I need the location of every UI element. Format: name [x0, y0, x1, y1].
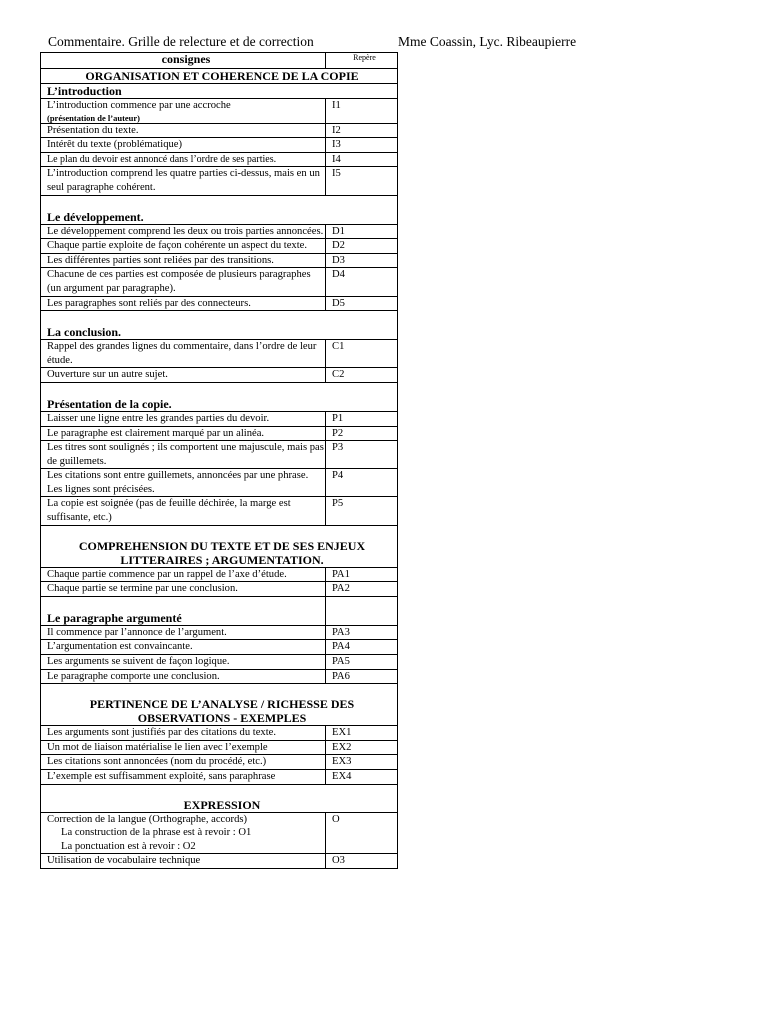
row-code: I2 [326, 123, 398, 138]
row-text: Utilisation de vocabulaire technique [41, 854, 326, 869]
row-code: PA2 [326, 582, 398, 597]
row-text: Ouverture sur un autre sujet. [41, 368, 326, 383]
table-row [41, 411, 398, 426]
row-code: D3 [326, 253, 398, 268]
row-text: Rappel des grandes lignes du commentaire, dans l’ordre de leur étude. [41, 340, 326, 368]
row-code: D2 [326, 239, 398, 254]
row-code: C2 [326, 368, 398, 383]
row-code: I3 [326, 138, 398, 153]
row-text: Le paragraphe est clairement marqué par un alinéa. [41, 426, 326, 441]
section-title: ORGANISATION ET COHERENCE DE LA COPIE [41, 69, 398, 84]
row-code: P4 [326, 469, 398, 497]
row-code: D5 [326, 296, 398, 311]
table-row [41, 582, 398, 597]
row-code: P1 [326, 411, 398, 426]
document-title: Commentaire. Grille de relecture et de correction [48, 34, 314, 49]
row-code: D4 [326, 268, 398, 296]
table-row [41, 99, 398, 124]
row-code: PA6 [326, 669, 398, 684]
table-row [41, 669, 398, 684]
row-text: Les citations sont annoncées (nom du procédé, etc.) [41, 755, 326, 770]
table-row [41, 426, 398, 441]
row-code: EX2 [326, 740, 398, 755]
row-text: Les arguments se suivent de façon logique. [41, 655, 326, 670]
row-subitem: La construction de la phrase est à revoir : O1 [61, 827, 252, 839]
table-row [41, 340, 398, 368]
subsection-title: Présentation de la copie. [41, 382, 398, 411]
table-row [41, 655, 398, 670]
table-row [41, 123, 398, 138]
subsection-title-row [41, 195, 398, 224]
table-row [41, 167, 398, 195]
row-text: Les paragraphes sont reliés par des connecteurs. [41, 296, 326, 311]
table-row [41, 268, 398, 296]
table-row [41, 239, 398, 254]
row-note: (présentation de l’auteur) [47, 112, 141, 123]
row-text: Il commence par l’annonce de l’argument. [41, 625, 326, 640]
row-code: PA4 [326, 640, 398, 655]
correction-grid [40, 52, 398, 869]
table-row [41, 224, 398, 239]
table-row [41, 138, 398, 153]
table-row [41, 625, 398, 640]
column-header-repere: Repère [326, 53, 398, 69]
section-title-row [41, 69, 398, 84]
document-header [48, 34, 748, 52]
row-text: Chaque partie se termine par une conclusion. [41, 582, 326, 597]
table-row [41, 726, 398, 741]
row-text: L’argumentation est convaincante. [41, 640, 326, 655]
table-row [41, 567, 398, 582]
table-row [41, 640, 398, 655]
table-row [41, 152, 398, 167]
row-text: Présentation du texte. [41, 123, 326, 138]
row-text: Chaque partie commence par un rappel de l’axe d’étude. [41, 567, 326, 582]
row-subitem: La ponctuation est à revoir : O2 [61, 840, 196, 852]
section-title: PERTINENCE DE L’ANALYSE / RICHESSE DES OBSERVATIONS - EXEMPLES [41, 684, 398, 726]
section-title-row [41, 784, 398, 812]
row-text: L’introduction comprend les quatre parties ci-dessus, mais en un seul paragraphe cohérent. [41, 167, 326, 195]
row-code: O3 [326, 854, 398, 869]
row-code: C1 [326, 340, 398, 368]
row-code: PA1 [326, 567, 398, 582]
subsection-title-row [41, 84, 398, 99]
row-code: I1 [326, 99, 398, 124]
row-text: Le développement comprend les deux ou trois parties annoncées. [41, 224, 326, 239]
subsection-title: Le développement. [41, 195, 398, 224]
subsection-title-row [41, 382, 398, 411]
table-row [41, 441, 398, 469]
row-code: PA5 [326, 655, 398, 670]
row-text: Les différentes parties sont reliées par des transitions. [41, 253, 326, 268]
table-header-row [41, 53, 398, 69]
row-text: Le plan du devoir est annoncé dans l’ordre de ses parties. [41, 152, 326, 167]
column-header-consignes: consignes [41, 53, 326, 69]
table-row [41, 469, 398, 497]
row-text: L’introduction commence par une accroche [47, 100, 231, 111]
row-code: EX4 [326, 770, 398, 785]
row-text: Laisser une ligne entre les grandes parties du devoir. [41, 411, 326, 426]
subsection-title: La conclusion. [41, 311, 398, 340]
table-row [41, 368, 398, 383]
subsection-title: Le paragraphe argumenté [41, 596, 326, 625]
row-text: Les citations sont entre guillemets, annoncées par une phrase. Les lignes sont précisées. [41, 469, 326, 497]
row-code: P5 [326, 497, 398, 525]
table-row [41, 854, 398, 869]
row-code: D1 [326, 224, 398, 239]
section-title-row [41, 684, 398, 726]
row-code: PA3 [326, 625, 398, 640]
row-code: P3 [326, 441, 398, 469]
row-code: EX1 [326, 726, 398, 741]
table-row [41, 296, 398, 311]
subsection-title-row [41, 311, 398, 340]
table-row [41, 497, 398, 525]
subsection-title: L’introduction [41, 84, 398, 99]
row-text: Chaque partie exploite de façon cohérente un aspect du texte. [41, 239, 326, 254]
row-code: I5 [326, 167, 398, 195]
row-code: I4 [326, 152, 398, 167]
document-author: Mme Coassin, Lyc. Ribeaupierre [398, 34, 577, 49]
row-text: Les arguments sont justifiés par des citations du texte. [41, 726, 326, 741]
row-code: P2 [326, 426, 398, 441]
section-title-row [41, 525, 398, 567]
row-text: Le paragraphe comporte une conclusion. [41, 669, 326, 684]
table-row [41, 755, 398, 770]
section-title: COMPREHENSION DU TEXTE ET DE SES ENJEUX LITTERAIRES ; ARGUMENTATION. [41, 525, 398, 567]
table-row [41, 253, 398, 268]
row-text: L’exemple est suffisamment exploité, sans paraphrase [41, 770, 326, 785]
row-text: Chacune de ces parties est composée de plusieurs paragraphes (un argument par paragraphe). [41, 268, 326, 296]
row-text: Correction de la langue (Orthographe, accords) [47, 813, 248, 825]
row-code: O [326, 812, 398, 854]
section-title: EXPRESSION [41, 784, 398, 812]
table-row [41, 770, 398, 785]
table-row [41, 740, 398, 755]
row-text: Un mot de liaison matérialise le lien avec l’exemple [41, 740, 326, 755]
table-row [41, 812, 398, 854]
row-text: La copie est soignée (pas de feuille déchirée, la marge est suffisante, etc.) [41, 497, 326, 525]
row-code: EX3 [326, 755, 398, 770]
subsection-title-row [41, 596, 398, 625]
row-text: Intérêt du texte (problématique) [41, 138, 326, 153]
row-text: Les titres sont soulignés ; ils comportent une majuscule, mais pas de guillemets. [41, 441, 326, 469]
